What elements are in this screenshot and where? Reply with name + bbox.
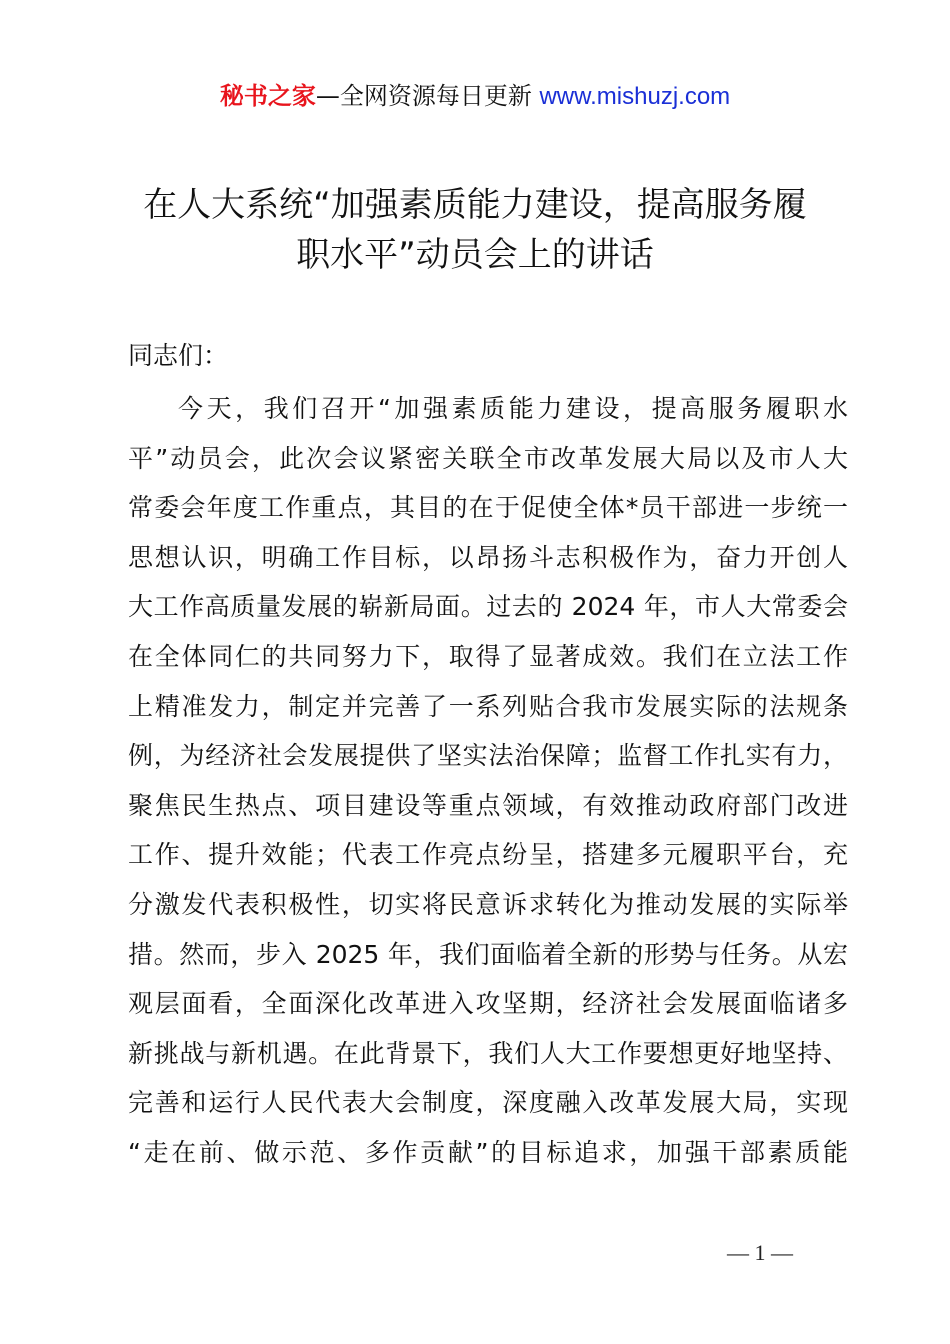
title-line-2: 职水平”动员会上的讲话 [296, 235, 654, 275]
body-line: 今天，我们召开“加强素质能力建设，提高服务履职水 [178, 394, 848, 423]
title-line-1: 在人大系统“加强素质能力建设，提高服务履 [143, 185, 807, 225]
site-brand: 秘书之家 [219, 82, 316, 110]
body-line: 聚焦民生热点、项目建设等重点领域，有效推动政府部门改进 [128, 790, 848, 820]
body-line: 思想认识，明确工作目标，以昂扬斗志积极作为，奋力开创人 [128, 542, 848, 572]
body-line: 分激发代表积极性，切实将民意诉求转化为推动发展的实际举 [128, 889, 848, 919]
body-line: “走在前、做示范、多作贡献”的目标追求，加强干部素质能 [128, 1137, 848, 1167]
site-url-link[interactable]: www.mishuzj.com [539, 83, 731, 110]
body-line: 措。然而，步入 2025 年，我们面临着全新的形势与任务。从宏 [128, 939, 848, 969]
body-paragraph [128, 384, 848, 1178]
page-number: — 1 — [727, 1240, 793, 1265]
body-line: 完善和运行人民代表大会制度，深度融入改革发展大局，实现 [128, 1088, 848, 1118]
site-header [0, 80, 950, 113]
body-line: 上精准发力，制定并完善了一系列贴合我市发展实际的法规条 [128, 691, 848, 721]
body-line: 大工作高质量发展的崭新局面。过去的 2024 年，市人大常委会 [128, 592, 848, 622]
body-line: 例，为经济社会发展提供了坚实法治保障；监督工作扎实有力， [128, 741, 848, 771]
body-line: 工作、提升效能；代表工作亮点纷呈，搭建多元履职平台，充 [128, 840, 848, 870]
body-line: 在全体同仁的共同努力下，取得了显著成效。我们在立法工作 [128, 641, 848, 671]
body-line: 常委会年度工作重点，其目的在于促使全体*员干部进一步统一 [128, 493, 848, 523]
body-line: 平”动员会，此次会议紧密关联全市改革发展大局以及市人大 [128, 443, 848, 473]
body-line: 新挑战与新机遇。在此背景下，我们人大工作要想更好地坚持、 [128, 1038, 848, 1068]
body-line: 观层面看，全面深化改革进入攻坚期，经济社会发展面临诸多 [128, 989, 848, 1019]
greeting: 同志们： [128, 341, 229, 370]
site-tagline: —全网资源每日更新 [315, 82, 532, 110]
document-title [100, 180, 850, 280]
